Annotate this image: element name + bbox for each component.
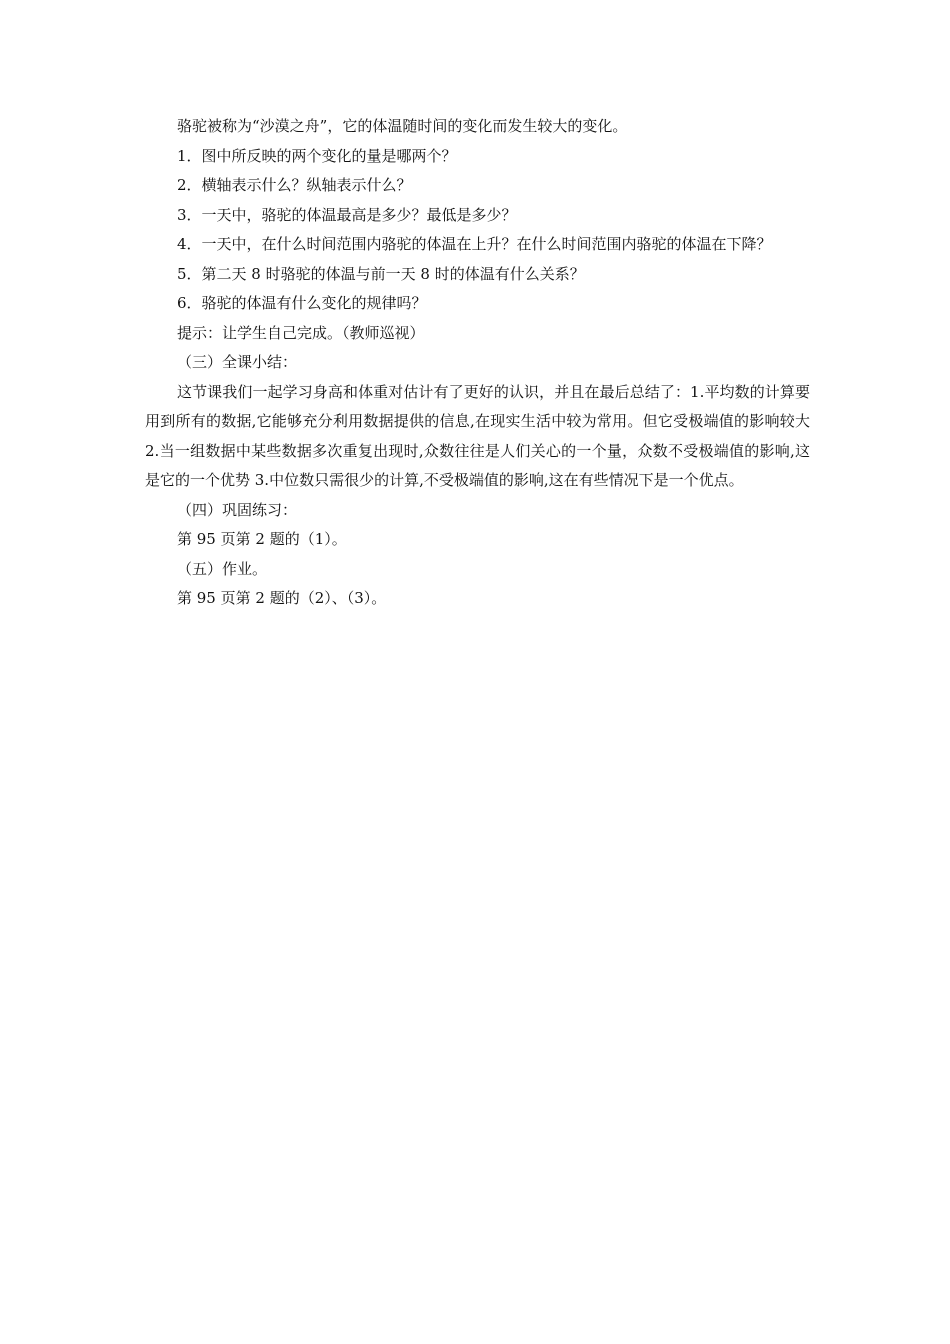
question-2: 2．横轴表示什么？纵轴表示什么？: [177, 176, 412, 194]
section-practice-heading: （四）巩固练习：: [177, 500, 298, 519]
summary-paragraph: 这节课我们一起学习身高和体重对估计有了更好的认识，并且在最后总结了：1.平均数的计算要用到所有的数据,它能够充分利用数据提供的信息,在现实生活中较为常用。但它受极端值的影响较大 2.当一组数据中某些数据多次重复出现时,众数往往是人们关心的一个量，众数不受极端值的影响,这是它的一个优势 3.中位数只需很少的计算,不受极端值的影响,这在有些情况下是一个优点。: [145, 382, 810, 489]
section-homework-heading: （五）作业。: [177, 559, 268, 578]
intro-paragraph: 骆驼被称为“沙漠之舟”，它的体温随时间的变化而发生较大的变化。: [177, 117, 628, 135]
question-3: 3．一天中，骆驼的体温最高是多少？最低是多少？: [177, 205, 517, 224]
homework-assignment: 第 95 页第 2 题的（2）、（3）。: [177, 589, 387, 607]
section-summary-heading: （三）全课小结：: [177, 353, 298, 371]
document-body: [145, 112, 810, 614]
question-6: 6．骆驼的体温有什么变化的规律吗？: [177, 294, 427, 312]
question-1: 1．图中所反映的两个变化的量是哪两个？: [177, 146, 457, 165]
hint-paragraph: 提示：让学生自己完成。（教师巡视）: [177, 323, 425, 342]
practice-assignment: 第 95 页第 2 题的（1）。: [177, 530, 347, 548]
question-4: 4．一天中，在什么时间范围内骆驼的体温在上升？在什么时间范围内骆驼的体温在下降？: [177, 235, 772, 253]
question-5: 5．第二天 8 时骆驼的体温与前一天 8 时的体温有什么关系？: [177, 264, 585, 283]
